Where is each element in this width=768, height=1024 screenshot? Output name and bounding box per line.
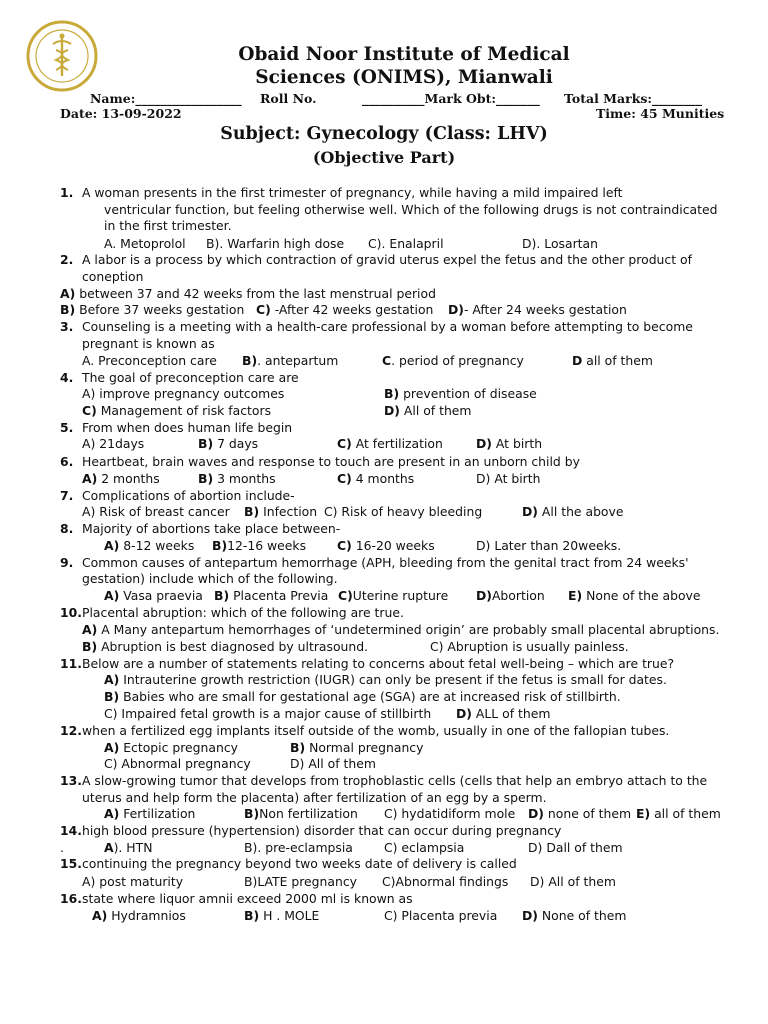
- question-number: 2.: [60, 252, 74, 267]
- question-text: continuing the pregnancy beyond two weeks date of delivery is called: [82, 856, 517, 871]
- part-title: (Objective Part): [312, 148, 456, 167]
- total-field: Total Marks:________: [564, 91, 703, 106]
- option: C) Abnormal pregnancy: [104, 756, 251, 771]
- question-text: From when does human life begin: [82, 420, 293, 435]
- question-text: A woman presents in the first trimester of pregnancy, while having a mild impaired left: [82, 185, 623, 200]
- option: A) 21days: [82, 436, 145, 451]
- option: D) ALL of them: [456, 706, 551, 721]
- question-number: 13.: [60, 773, 82, 788]
- option: D) All of them: [290, 756, 376, 771]
- option: E) None of the above: [568, 588, 701, 603]
- option: C) At fertilization: [337, 436, 443, 451]
- option: C)Uterine rupture: [338, 588, 449, 603]
- question-text: Majority of abortions take place between-: [82, 521, 341, 536]
- option: A) Fertilization: [104, 806, 196, 821]
- option: C) Placenta previa: [384, 908, 498, 923]
- question-number: 12.: [60, 723, 82, 738]
- question-text: state where liquor amnii exceed 2000 ml is known as: [82, 891, 413, 906]
- option: D)- After 24 weeks gestation: [448, 302, 627, 317]
- question-text: A slow-growing tumor that develops from trophoblastic cells (cells that help an embryo attach to the: [82, 773, 708, 788]
- question-number: 16.: [60, 891, 82, 906]
- exam-time: Time: 45 Munities: [596, 106, 725, 121]
- question-text-cont: gestation) include which of the following.: [82, 571, 338, 586]
- question-text-cont: in the first trimester.: [104, 218, 232, 233]
- question-number: 9.: [60, 555, 74, 570]
- option: A. Preconception care: [82, 353, 217, 368]
- option: B)LATE pregnancy: [244, 874, 357, 889]
- option: B) Placenta Previa: [214, 588, 329, 603]
- option: C) hydatidiform mole: [384, 806, 516, 821]
- option: B)12-16 weeks: [212, 538, 307, 553]
- option: C) Risk of heavy bleeding: [324, 504, 483, 519]
- question-text: Common causes of antepartum hemorrhage (APH, bleeding from the genital tract from 24 weeks': [82, 555, 689, 570]
- option: A) improve pregnancy outcomes: [82, 386, 285, 401]
- option: D) All of them: [530, 874, 616, 889]
- name-field: Name:_________________: [90, 91, 242, 106]
- option: A) 8-12 weeks: [104, 538, 195, 553]
- option: A) Risk of breast cancer: [82, 504, 230, 519]
- exam-date: Date: 13-09-2022: [60, 106, 182, 121]
- option: A). HTN: [104, 840, 153, 855]
- option: A) Ectopic pregnancy: [104, 740, 238, 755]
- option: C) 16-20 weeks: [337, 538, 435, 553]
- option: A) post maturity: [82, 874, 184, 889]
- option: D) Later than 20weeks.: [476, 538, 622, 553]
- option: B). Warfarin high dose: [206, 236, 345, 251]
- question-number: 7.: [60, 488, 74, 503]
- option: B) Abruption is best diagnosed by ultrasound.: [82, 639, 369, 654]
- option-bullet: .: [60, 840, 64, 855]
- question-number: 8.: [60, 521, 74, 536]
- option: D all of them: [572, 353, 653, 368]
- question-number: 1.: [60, 185, 74, 200]
- option: B) H . MOLE: [244, 908, 320, 923]
- option: B) Normal pregnancy: [290, 740, 424, 755]
- institute-title-line2: Sciences (ONIMS), Mianwali: [255, 67, 553, 88]
- question-number: 14.: [60, 823, 82, 838]
- option: B) Before 37 weeks gestation: [60, 302, 245, 317]
- institute-title-line1: Obaid Noor Institute of Medical: [238, 44, 570, 65]
- question-text-cont: uterus and help form the placenta) after fertilization of an egg by a sperm.: [82, 790, 547, 805]
- option: C) 4 months: [337, 471, 415, 486]
- question-text: Counseling is a meeting with a health-care professional by a woman before attempting to become: [82, 319, 693, 334]
- option: D) All of them: [384, 403, 472, 418]
- option: B) 3 months: [198, 471, 276, 486]
- option: C. period of pregnancy: [382, 353, 524, 368]
- option: D) At birth: [476, 436, 543, 451]
- question-number: 6.: [60, 454, 74, 469]
- question-number: 4.: [60, 370, 74, 385]
- option: D)Abortion: [476, 588, 545, 603]
- option: B)Non fertilization: [244, 806, 358, 821]
- option: C) eclampsia: [384, 840, 465, 855]
- question-text: Below are a number of statements relating to concerns about fetal well-being – which are true?: [82, 656, 675, 671]
- option: D) Dall of them: [528, 840, 623, 855]
- option: A. Metoprolol: [104, 236, 186, 251]
- option: C)Abnormal findings: [382, 874, 509, 889]
- option: D). Losartan: [522, 236, 598, 251]
- option: D) none of them: [528, 806, 632, 821]
- option: D) At birth: [476, 471, 541, 486]
- question-text: A labor is a process by which contraction of gravid uterus expel the fetus and the other product of: [82, 252, 692, 267]
- question-text: Placental abruption: which of the following are true.: [82, 605, 404, 620]
- option: B) 7 days: [198, 436, 259, 451]
- option: A) between 37 and 42 weeks from the last menstrual period: [60, 286, 436, 301]
- option: E) all of them: [636, 806, 721, 821]
- option: C) Management of risk factors: [82, 403, 272, 418]
- option: B) Babies who are small for gestational age (SGA) are at increased risk of stillbirth.: [104, 689, 621, 704]
- option: C) -After 42 weeks gestation: [256, 302, 434, 317]
- option: B) prevention of disease: [384, 386, 537, 401]
- option: C). Enalapril: [368, 236, 444, 251]
- question-text: Complications of abortion include-: [82, 488, 295, 503]
- option: A) 2 months: [82, 471, 160, 486]
- question-number: 3.: [60, 319, 74, 334]
- question-number: 5.: [60, 420, 74, 435]
- mark-field: __________Mark Obt:_______: [362, 91, 540, 106]
- question-text-cont: coneption: [82, 269, 144, 284]
- question-text: The goal of preconception care are: [82, 370, 299, 385]
- option: A) Intrauterine growth restriction (IUGR) can only be present if the fetus is small for dates.: [104, 672, 667, 687]
- question-text: when a fertilized egg implants itself outside of the womb, usually in one of the fallopian tubes.: [82, 723, 670, 738]
- question-text: high blood pressure (hypertension) disorder that can occur during pregnancy: [82, 823, 562, 838]
- option: A) Vasa praevia: [104, 588, 203, 603]
- option: B). antepartum: [242, 353, 339, 368]
- option: D) None of them: [522, 908, 627, 923]
- question-text: Heartbeat, brain waves and response to touch are present in an unborn child by: [82, 454, 580, 469]
- question-text-cont: ventricular function, but feeling otherwise well. Which of the following drugs is not contraindicated: [104, 202, 718, 217]
- roll-field: Roll No.: [260, 91, 317, 106]
- option: C) Impaired fetal growth is a major cause of stillbirth: [104, 706, 432, 721]
- option: A) A Many antepartum hemorrhages of ‘undetermined origin’ are probably small placental abruptions.: [82, 622, 720, 637]
- option: B) Infection: [244, 504, 318, 519]
- question-number: 11.: [60, 656, 82, 671]
- option: C) Abruption is usually painless.: [430, 639, 629, 654]
- option: A) Hydramnios: [92, 908, 186, 923]
- option: D) All the above: [522, 504, 624, 519]
- option: B). pre-eclampsia: [244, 840, 353, 855]
- question-text-cont: pregnant is known as: [82, 336, 215, 351]
- question-number: 10.: [60, 605, 82, 620]
- question-number: 15.: [60, 856, 82, 871]
- subject-title: Subject: Gynecology (Class: LHV): [220, 124, 548, 144]
